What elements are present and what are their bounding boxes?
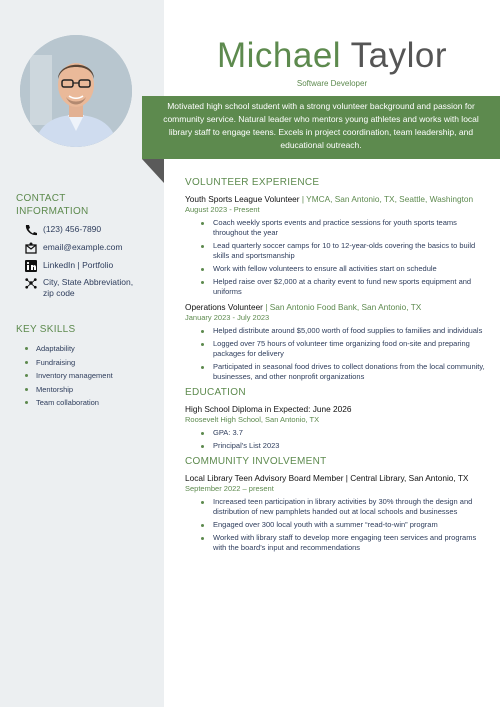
job-dates: August 2023 - Present — [185, 205, 260, 214]
linkedin-icon — [24, 260, 38, 272]
skill-item: Fundraising — [24, 356, 113, 370]
bullet-item: Principal's List 2023 — [213, 441, 485, 451]
bullet-item: Increased teen participation in library activities by 30% through the design and distribution of new pamphlets handed out at local schools and businesses — [213, 497, 485, 517]
job-role: Youth Sports League Volunteer — [185, 194, 300, 204]
bullet-item: Worked with library staff to develop more engaging teen services and programs with the board’s input and recommendations — [213, 533, 485, 553]
bullet-item: Coach weekly sports events and practice sessions for youth sports teams throughout the year — [213, 218, 485, 238]
job-heading — [185, 194, 485, 205]
bullet-item: Logged over 75 hours of volunteer time organizing food on-site and preparing packages for delivery — [213, 339, 485, 359]
bullet-item: Participated in seasonal food drives to collect donations from the local community, businesses, and other nonprofit organizations — [213, 362, 485, 381]
last-name: Taylor — [350, 36, 448, 75]
bullet-item: Work with fellow volunteers to ensure all activities start on schedule — [213, 264, 485, 274]
skill-item: Team collaboration — [24, 396, 113, 410]
skill-item: Adaptability — [24, 342, 113, 356]
email-text: email@example.com — [43, 242, 123, 252]
contact-heading: CONTACT INFORMATION — [16, 193, 89, 217]
contact-phone — [24, 224, 101, 236]
location-icon — [24, 277, 38, 289]
summary-text: Motivated high school student with a strong volunteer background and passion for community service. Natural leader who mentors young athletes and works with local library staff to engage teens. Excels in project coordination, team leadership, and educational outreach. — [163, 101, 479, 150]
contact-email — [24, 242, 123, 254]
community-dates: September 2022 – present — [185, 484, 274, 493]
job-bullets — [185, 326, 485, 382]
linkedin-text[interactable]: LinkedIn | Portfolio — [43, 260, 114, 270]
profile-photo — [20, 35, 132, 147]
bullet-item: Helped raise over $2,000 at a charity event to fund new sports equipment and uniforms — [213, 277, 485, 297]
email-icon — [24, 242, 38, 254]
school: Roosevelt High School, San Antonio, TX — [185, 415, 320, 424]
skills-list — [24, 342, 113, 410]
bullet-item: Helped distribute around $5,000 worth of food supplies to families and individuals — [213, 326, 485, 336]
experience-heading: VOLUNTEER EXPERIENCE — [185, 177, 320, 188]
skill-item: Inventory management — [24, 369, 113, 383]
job-dates: January 2023 - July 2023 — [185, 313, 270, 322]
bullet-item: Lead quarterly soccer camps for 10 to 12-year-olds covering the basics to build skills and sportsmanship — [213, 241, 485, 261]
bullet-item: GPA: 3.7 — [213, 428, 485, 438]
candidate-name — [164, 36, 500, 76]
community-role: Local Library Teen Advisory Board Member | Central Library, San Antonio, TX — [185, 473, 469, 483]
location-text: City, State Abbreviation, zip code — [43, 277, 134, 298]
community-heading: COMMUNITY INVOLVEMENT — [185, 456, 327, 467]
job-org: | YMCA, San Antonio, TX, Seattle, Washington — [299, 194, 474, 204]
skills-heading: KEY SKILLS — [16, 324, 76, 335]
main-content — [185, 176, 485, 556]
contact-location — [24, 277, 136, 299]
job-org: | San Antonio Food Bank, San Antonio, TX — [262, 302, 422, 312]
job-title: Software Developer — [296, 79, 368, 88]
education-bullets — [185, 428, 485, 451]
first-name: Michael — [216, 36, 342, 75]
job-role: Operations Volunteer — [185, 302, 263, 312]
job-heading — [185, 302, 485, 313]
job-bullets — [185, 218, 485, 297]
summary-banner — [142, 96, 500, 159]
banner-fold — [142, 159, 164, 183]
education-heading: EDUCATION — [185, 387, 246, 398]
degree: High School Diploma in Expected: June 2026 — [185, 404, 352, 414]
phone-text: (123) 456-7890 — [43, 224, 102, 234]
bullet-item: Engaged over 300 local youth with a summer “read-to-win” program — [213, 520, 485, 530]
contact-linkedin — [24, 260, 113, 272]
skill-item: Mentorship — [24, 383, 113, 397]
community-bullets — [185, 497, 485, 553]
phone-icon — [24, 224, 38, 236]
